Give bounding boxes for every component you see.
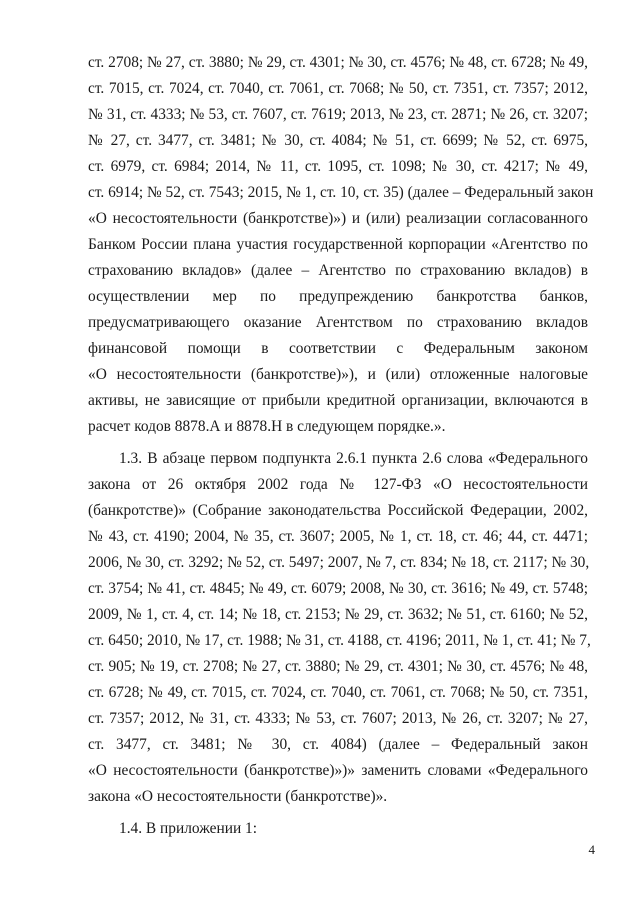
paragraph-1-3-first-line: 1.3. В абзаце первом подпункта 2.6.1 пункта 2.6 слова «Федерального xyxy=(119,450,588,467)
body-text-line: «О несостоятельности (банкротстве)»), и (или) отложенные налоговые xyxy=(88,366,588,383)
body-text-line: ст. 6728; № 49, ст. 7015, ст. 7024, ст. 7040, ст. 7061, ст. 7068; № 50, ст. 7351, xyxy=(88,684,588,701)
body-text-line: «О несостоятельности (банкротстве)»)» заменить словами «Федерального xyxy=(88,762,588,779)
body-text-line: финансовой помощи в соответствии с Федеральным законом xyxy=(88,340,588,357)
body-text-line: предусматривающего оказание Агентством по страхованию вкладов xyxy=(88,314,588,331)
body-text-line: закона от 26 октября 2002 года № 127-ФЗ «О несостоятельности xyxy=(88,476,588,493)
body-text-line: № 31, ст. 4333; № 53, ст. 7607, ст. 7619; 2013, № 23, ст. 2871; № 26, ст. 3207; xyxy=(88,106,588,123)
body-text-line: ст. 905; № 19, ст. 2708; № 27, ст. 3880; № 29, ст. 4301; № 30, ст. 4576; № 48, xyxy=(88,658,588,675)
body-text-line: (банкротстве)» (Собрание законодательства Российской Федерации, 2002, xyxy=(88,502,588,519)
body-text-line: ст. 3754; № 41, ст. 4845; № 49, ст. 6079; 2008, № 30, ст. 3616; № 49, ст. 5748; xyxy=(88,580,588,597)
body-text-line: ст. 2708; № 27, ст. 3880; № 29, ст. 4301; № 30, ст. 4576; № 48, ст. 6728; № 49, xyxy=(88,54,588,71)
body-text-line: закона «О несостоятельности (банкротстве)». xyxy=(88,788,388,805)
body-text-line: ст. 7357; 2012, № 31, ст. 4333; № 53, ст. 7607; 2013, № 26, ст. 3207; № 27, xyxy=(88,710,588,727)
page-number: 4 xyxy=(588,842,595,857)
body-text-line: ст. 6979, ст. 6984; 2014, № 11, ст. 1095, ст. 1098; № 30, ст. 4217; № 49, xyxy=(88,158,588,175)
body-text-line: № 43, ст. 4190; 2004, № 35, ст. 3607; 2005, № 1, ст. 18, ст. 46; 44, ст. 4471; xyxy=(88,528,588,545)
body-text-line: 2006, № 30, ст. 3292; № 52, ст. 5497; 2007, № 7, ст. 834; № 18, ст. 2117; № 30, xyxy=(88,554,590,571)
body-text-line: ст. 7015, ст. 7024, ст. 7040, ст. 7061, ст. 7068; № 50, ст. 7351, ст. 7357; 2012, xyxy=(88,80,588,97)
body-text-line: «О несостоятельности (банкротстве)») и (или) реализации согласованного xyxy=(88,210,588,227)
body-text-line: 2009, № 1, ст. 4, ст. 14; № 18, ст. 2153; № 29, ст. 3632; № 51, ст. 6160; № 52, xyxy=(88,606,588,623)
body-text-line: ст. 6450; 2010, № 17, ст. 1988; № 31, ст. 4188, ст. 4196; 2011, № 1, ст. 41; № 7, xyxy=(88,632,591,649)
body-text-line: ст. 3477, ст. 3481; № 30, ст. 4084) (далее – Федеральный закон xyxy=(88,736,588,753)
body-text-line: активы, не зависящие от прибыли кредитной организации, включаются в xyxy=(88,392,588,409)
paragraph-1-4-heading: 1.4. В приложении 1: xyxy=(119,820,257,837)
body-text-line: Банком России плана участия государственной корпорации «Агентство по xyxy=(88,236,588,253)
body-text-line: осуществлении мер по предупреждению банкротства банков, xyxy=(88,288,588,305)
body-text-line: ст. 6914; № 52, ст. 7543; 2015, № 1, ст. 10, ст. 35) (далее – Федеральный закон xyxy=(88,184,594,201)
body-text-line: № 27, ст. 3477, ст. 3481; № 30, ст. 4084; № 51, ст. 6699; № 52, ст. 6975, xyxy=(88,132,588,149)
body-text-line: расчет кодов 8878.А и 8878.Н в следующем порядке.». xyxy=(88,418,446,435)
body-text-line: страхованию вкладов» (далее – Агентство по страхованию вкладов) в xyxy=(88,262,588,279)
